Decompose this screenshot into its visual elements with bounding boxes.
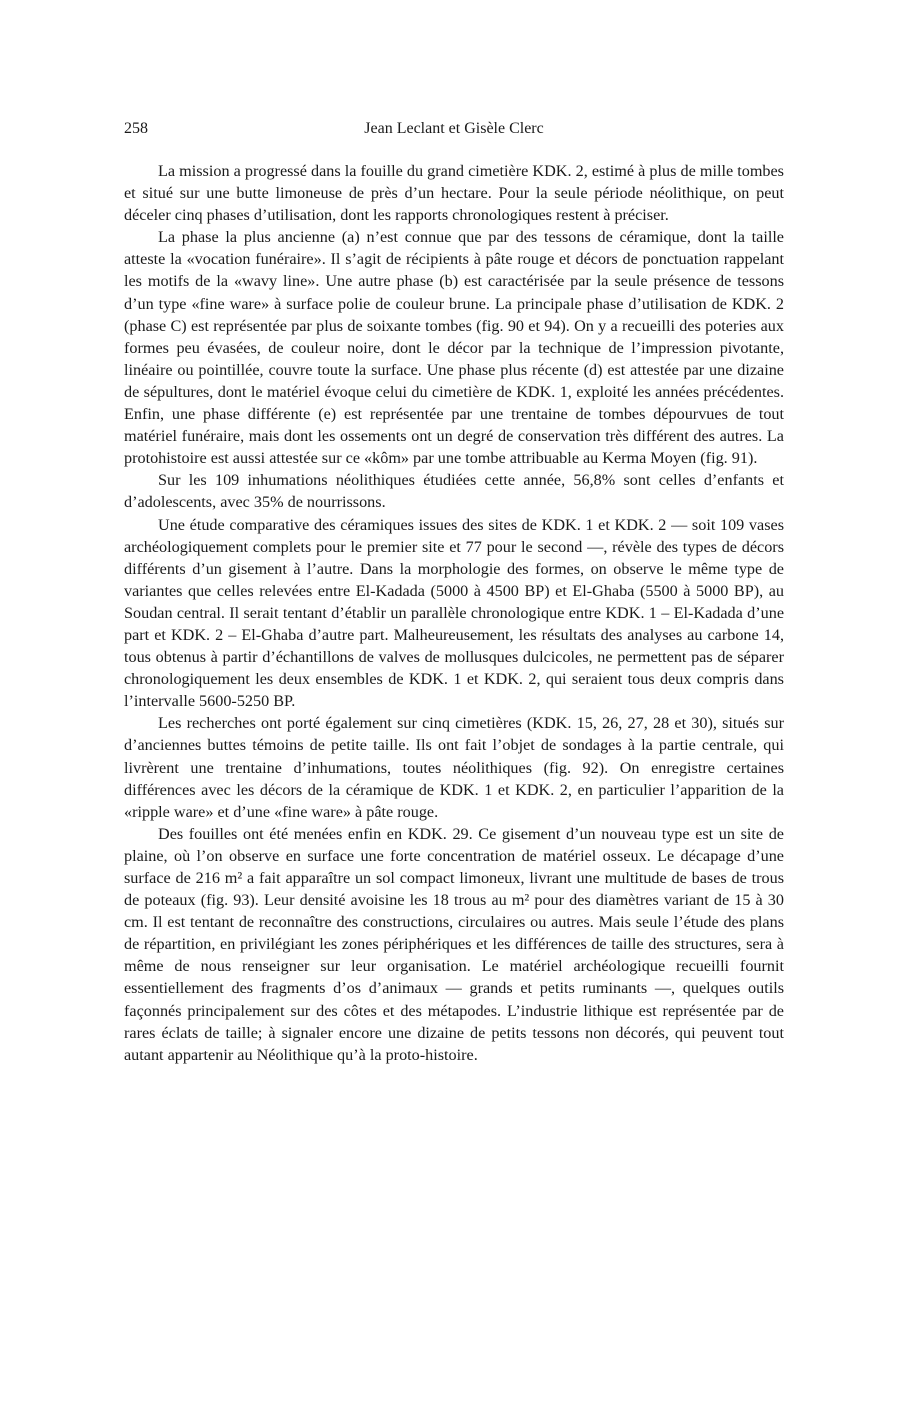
paragraph: Les recherches ont porté également sur cinq cimetières (KDK. 15, 26, 27, 28 et 30), situés sur d’anciennes buttes témoins de petite taille. Ils ont fait l’objet de sondages à la partie centrale, qui livrèrent une trentaine d’inhumations, toutes néolithiques (fig. 92). On enregistre certaines différences avec les décors de la céramique de KDK. 1 et KDK. 2, en particulier l’apparition de la «ripple ware» et d’une «fine ware» à pâte rouge. [124,714,784,821]
paragraph: Une étude comparative des céramiques issues des sites de KDK. 1 et KDK. 2 — soit 109 vases archéologiquement complets pour le premier site et 77 pour le second —, révèle des types de décors différents d’un gisement à l’autre. Dans la morphologie des formes, on observe le même type de variantes que celles relevées entre El-Kadada (5000 à 4500 BP) et El-Ghaba (5500 à 5000 BP), au Soudan central. Il serait tentant d’établir un parallèle chronologique entre KDK. 1 – El-Kadada d’une part et KDK. 2 – El-Ghaba d’autre part. Malheureusement, les résultats des analyses au carbone 14, tous obtenus à partir d’échantillons de valves de mollusques dulcicoles, ne permettent pas de séparer chronologiquement les deux ensembles de KDK. 1 et KDK. 2, qui seraient tous deux compris dans l’intervalle 5600-5250 BP. [124,515,784,711]
paragraph: Sur les 109 inhumations néolithiques étudiées cette année, 56,8% sont celles d’enfants et d’adolescents, avec 35% de nourrissons. [124,471,784,512]
body-text [124,160,784,1066]
running-title: Jean Leclant et Gisèle Clerc [364,120,544,137]
page-number: 258 [124,120,148,137]
paragraph: La mission a progressé dans la fouille du grand cimetière KDK. 2, estimé à plus de mille tombes et situé sur une butte limoneuse de près d’un hectare. Pour la seule période néolithique, on peut déceler cinq phases d’utilisation, dont les rapports chronologiques restent à préciser. [124,162,784,225]
paragraph: La phase la plus ancienne (a) n’est connue que par des tessons de céramique, dont la taille atteste la «vocation funéraire». Il s’agit de récipients à pâte rouge et décors de ponctuation rappelant les motifs de la «wavy line». Une autre phase (b) est caractérisée par la seule présence de tessons d’un type «fine ware» à surface polie de couleur brune. La principale phase d’utilisation de KDK. 2 (phase C) est représentée par plus de soixante tombes (fig. 90 et 94). On y a recueilli des poteries aux formes peu évasées, de couleur noire, dont le décor par la technique de l’impression pivotante, linéaire ou pointillée, couvre toute la surface. Une phase plus récente (d) est attestée par une dizaine de sépultures, dont le matériel évoque celui du cimetière de KDK. 1, exploité les années précédentes. Enfin, une phase différente (e) est représentée par une trentaine de tombes dépourvues de tout matériel funéraire, mais dont les ossements ont un degré de conservation très différent des autres. La protohistoire est aussi attestée sur ce «kôm» par une tombe attribuable au Kerma Moyen (fig. 91). [124,228,784,468]
paragraph: Des fouilles ont été menées enfin en KDK. 29. Ce gisement d’un nouveau type est un site de plaine, où l’on observe en surface une forte concentration de matériel osseux. Le décapage d’une surface de 216 m² a fait apparaître un sol compact limoneux, livrant une multitude de bases de trous de poteaux (fig. 93). Leur densité avoisine les 18 trous au m² pour des diamètres variant de 15 à 30 cm. Il est tentant de reconnaître des constructions, circulaires ou autres. Mais seule l’étude des plans de répartition, en privilégiant les zones périphériques et les différences de taille des structures, sera à même de nous renseigner sur leur organisation. Le matériel archéologique recueilli fournit essentiellement des fragments d’os d’animaux — grands et petits ruminants —, quelques outils façonnés principalement sur des côtes et des métapodes. L’industrie lithique est représentée par de rares éclats de taille; à signaler encore une dizaine de petits tessons non décorés, qui peuvent tout autant appartenir au Néolithique qu’à la proto-histoire. [124,824,784,1064]
page [124,112,784,1066]
running-head [124,112,784,144]
